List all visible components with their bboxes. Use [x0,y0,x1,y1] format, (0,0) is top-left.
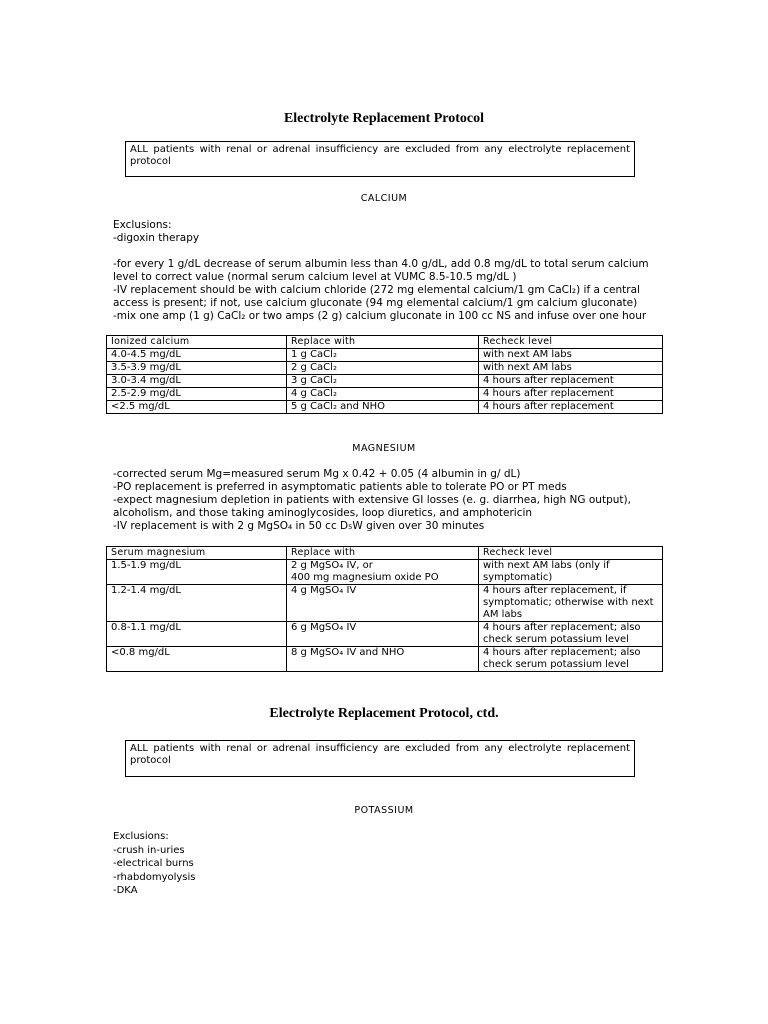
potassium-exclusion-item: -rhabdomyolysis [113,871,196,883]
magnesium-note-line: -PO replacement is preferred in asymptomatic patients able to tolerate PO or PT meds [113,481,567,493]
table-cell: with next AM labs (only if symptomatic) [479,560,663,585]
table-header-row [107,336,663,349]
table-cell: 4 hours after replacement, if symptomatic; otherwise with next AM labs [479,585,663,622]
table-cell: 6 g MgSO₄ IV [287,622,479,647]
table-cell: <2.5 mg/dL [107,401,287,414]
column-header: Replace with [287,547,479,560]
table-row [107,622,663,647]
potassium-exclusion-item: -electrical burns [113,858,194,869]
calcium-exclusions-label: Exclusions: [113,219,172,231]
table-row [107,401,663,414]
calcium-table [106,335,663,414]
exclusion-note-box: ALL patients with renal or adrenal insufficiency are excluded from any electrolyte replacement protocol [125,740,635,777]
magnesium-note-line: -expect magnesium depletion in patients with extensive GI losses (e. g. diarrhea, high NG output), [113,494,631,506]
table-cell: 4 hours after replacement [479,388,663,401]
calcium-text [113,219,668,323]
potassium-exclusions-label: Exclusions: [113,831,169,842]
table-row [107,585,663,622]
table-row [107,375,663,388]
table-row [107,349,663,362]
calcium-heading: CALCIUM [360,193,408,204]
calcium-note-line: -mix one amp (1 g) CaCl₂ or two amps (2 g) calcium gluconate in 100 cc NS and infuse over one hour [113,310,647,322]
table-row [107,560,663,585]
table-header-row [107,547,663,560]
table-cell: 1.5-1.9 mg/dL [107,560,287,585]
magnesium-text [113,468,668,533]
magnesium-note-line: -corrected serum Mg=measured serum Mg x 0.42 + 0.05 (4 albumin in g/ dL) [113,468,521,480]
table-cell: with next AM labs [479,362,663,375]
table-cell: 4 hours after replacement [479,375,663,388]
column-header: Ionized calcium [107,336,287,349]
column-header: Serum magnesium [107,547,287,560]
table-row [107,362,663,375]
calcium-note-line: level to correct value (normal serum calcium level at VUMC 8.5-10.5 mg/dL ) [113,271,517,283]
table-cell: with next AM labs [479,349,663,362]
table-cell: 2 g MgSO₄ IV, or 400 mg magnesium oxide PO [287,560,479,585]
table-cell: 3 g CaCl₂ [287,375,479,388]
potassium-exclusion-item: -DKA [113,885,138,896]
table-cell: 2 g CaCl₂ [287,362,479,375]
potassium-heading: POTASSIUM [354,805,414,816]
table-cell: 1 g CaCl₂ [287,349,479,362]
table-cell: 3.0-3.4 mg/dL [107,375,287,388]
table-cell: 4 hours after replacement; also check serum potassium level [479,622,663,647]
table-cell: 1.2-1.4 mg/dL [107,585,287,622]
calcium-note-line: -for every 1 g/dL decrease of serum albumin less than 4.0 g/dL, add 0.8 mg/dL to total serum calcium [113,258,649,270]
column-header: Recheck level [479,336,663,349]
magnesium-table [106,546,663,672]
magnesium-heading: MAGNESIUM [352,443,416,454]
column-header: Replace with [287,336,479,349]
exclusion-note-box: ALL patients with renal or adrenal insufficiency are excluded from any electrolyte replacement protocol [125,141,635,177]
table-cell: 0.8-1.1 mg/dL [107,622,287,647]
table-cell: 3.5-3.9 mg/dL [107,362,287,375]
column-header: Recheck level [479,547,663,560]
calcium-note-line: access is present; if not, use calcium gluconate (94 mg elemental calcium/1 gm calcium gluconate) [113,297,638,309]
table-row [107,388,663,401]
table-cell: <0.8 mg/dL [107,647,287,672]
table-cell: 4 hours after replacement; also check serum potassium level [479,647,663,672]
calcium-exclusion-item: -digoxin therapy [113,232,200,244]
table-cell: 2.5-2.9 mg/dL [107,388,287,401]
table-cell: 5 g CaCl₂ and NHO [287,401,479,414]
table-row [107,647,663,672]
magnesium-note-line: alcoholism, and those taking aminoglycosides, loop diuretics, and amphotericin [113,507,533,519]
potassium-exclusion-item: -crush in-uries [113,844,185,856]
page-title: Electrolyte Replacement Protocol [283,111,485,126]
page-title-continued: Electrolyte Replacement Protocol, ctd. [269,706,499,721]
table-cell: 4 g CaCl₂ [287,388,479,401]
table-cell: 4 hours after replacement [479,401,663,414]
table-cell: 4 g MgSO₄ IV [287,585,479,622]
table-cell: 4.0-4.5 mg/dL [107,349,287,362]
magnesium-note-line: -IV replacement is with 2 g MgSO₄ in 50 cc D₅W given over 30 minutes [113,520,485,532]
calcium-note-line: -IV replacement should be with calcium chloride (272 mg elemental calcium/1 gm CaCl₂) if a central [113,284,640,296]
table-cell: 8 g MgSO₄ IV and NHO [287,647,479,672]
potassium-text [113,830,668,898]
